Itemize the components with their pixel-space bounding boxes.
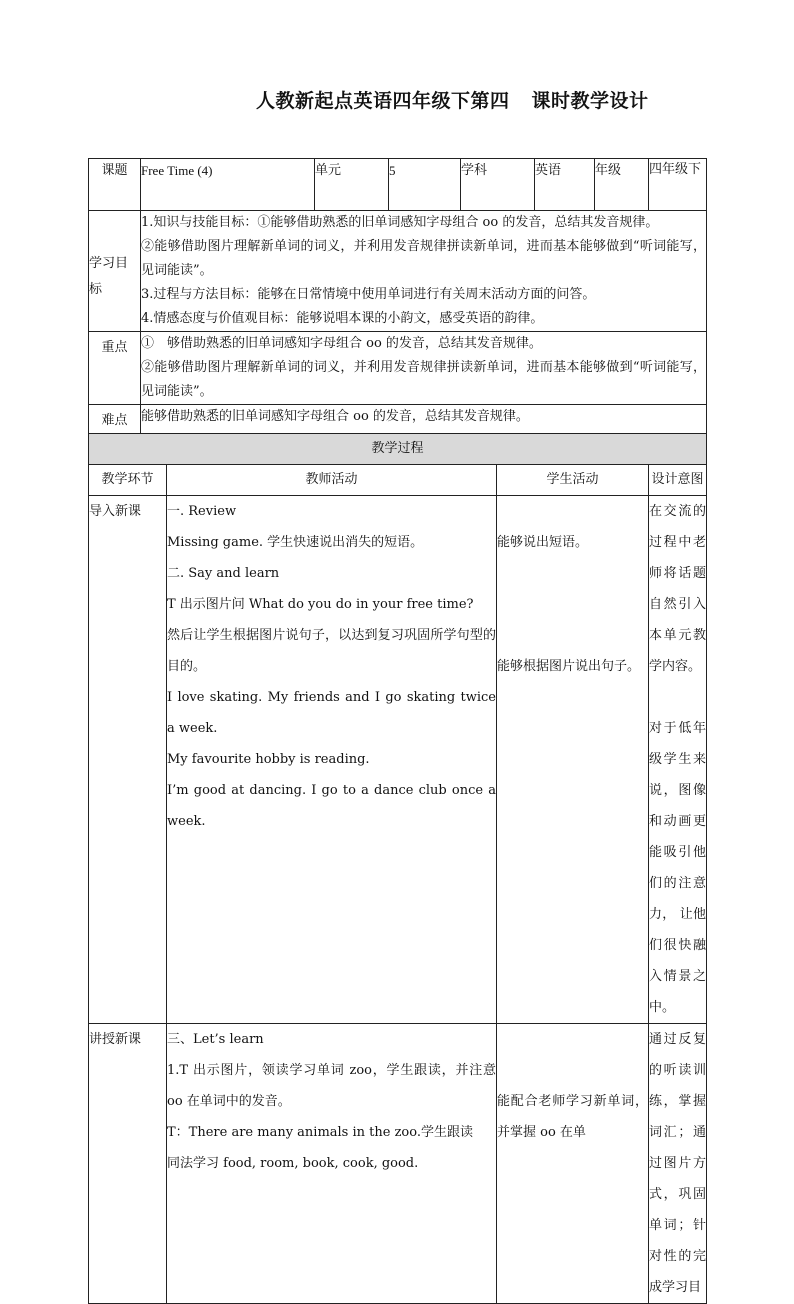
teacher-line: I’m good at dancing. I go to a dance club once a week. (167, 783, 496, 829)
title-part2: 课时教学设计 (531, 90, 649, 112)
process-row-teach (89, 1024, 707, 1304)
intent-cell (649, 1024, 707, 1304)
keypoints-label: 重点 (89, 332, 141, 405)
goal-line: ②能够借助图片理解新单词的词义，并利用发音规律拼读新单词，进而基本能够做到“听词能写，见词能读”。 (141, 239, 707, 278)
student-line: 能够根据图片说出句子。 (497, 659, 641, 674)
student-line: 能配合老师学习新单词，并掌握 oo 在单 (497, 1094, 649, 1140)
stage-cell: 导入新课 (89, 496, 167, 1024)
teacher-line: Missing game. 学生快速说出消失的短语。 (167, 535, 424, 550)
header-intent: 设计意图 (649, 465, 707, 496)
process-band: 教学过程 (89, 434, 707, 465)
difficulty-label: 难点 (89, 405, 141, 434)
header-stage: 教学环节 (89, 465, 167, 496)
page-title (256, 86, 649, 113)
teacher-line: 三、Let’s learn (167, 1032, 264, 1047)
goals-label: 学习目标 (89, 211, 141, 332)
teacher-line: 一. Review (167, 504, 237, 519)
info-row (89, 159, 707, 211)
keypoint-line: ① 够借助熟悉的旧单词感知字母组合 oo 的发音，总结其发音规律。 (141, 336, 542, 351)
stage-cell: 讲授新课 (89, 1024, 167, 1304)
unit-value: 5 (389, 159, 461, 211)
unit-label: 单元 (315, 159, 389, 211)
teacher-activity-cell (167, 1024, 497, 1304)
goal-line: 4.情感态度与价值观目标：能够说唱本课的小韵文，感受英语的韵律。 (141, 311, 544, 326)
subject-label: 学科 (461, 159, 535, 211)
goals-content (141, 211, 707, 332)
difficulty-row (89, 405, 707, 434)
subject-value: 英语 (535, 159, 595, 211)
header-teacher: 教师活动 (167, 465, 497, 496)
process-band-row (89, 434, 707, 465)
grade-value: 四年级下 (649, 159, 707, 211)
teacher-line: 然后让学生根据图片说句子，以达到复习巩固所学句型的目的。 (167, 628, 496, 674)
grade-label: 年级 (595, 159, 649, 211)
lesson-plan-table (88, 158, 707, 1304)
teacher-line: My favourite hobby is reading. (167, 752, 370, 767)
teacher-line: 同法学习 food, room, book, cook, good. (167, 1156, 419, 1171)
course-value: Free Time (4) (141, 159, 315, 211)
keypoints-content (141, 332, 707, 405)
student-line: 能够说出短语。 (497, 535, 589, 550)
teacher-activity-cell (167, 496, 497, 1024)
process-header-row (89, 465, 707, 496)
course-label: 课题 (89, 159, 141, 211)
intent-line: 在交流的过程中老师将话题自然引入本单元教学内容。 (649, 504, 707, 674)
difficulty-content: 能够借助熟悉的旧单词感知字母组合 oo 的发音，总结其发音规律。 (141, 405, 707, 434)
intent-cell (649, 496, 707, 1024)
goal-line: 3.过程与方法目标：能够在日常情境中使用单词进行有关周末活动方面的问答。 (141, 287, 596, 302)
teacher-line: T：There are many animals in the zoo.学生跟读 (167, 1125, 473, 1140)
keypoint-line: ②能够借助图片理解新单词的词义，并利用发音规律拼读新单词，进而基本能够做到“听词能写，见词能读”。 (141, 360, 707, 399)
process-row-intro (89, 496, 707, 1024)
intent-line: 通过反复的听读训练，掌握词汇；通过图片方式，巩固单词；针对性的完成学习目 (649, 1032, 707, 1295)
title-part1: 人教新起点英语四年级下第四 (256, 90, 510, 112)
goal-line: 1.知识与技能目标：①能够借助熟悉的旧单词感知字母组合 oo 的发音，总结其发音规律。 (141, 215, 659, 230)
intent-line: 对于低年级学生来说，图像和动画更能吸引他们的注意力， 让他们很快融入情景之中。 (649, 721, 707, 1015)
student-activity-cell (497, 496, 649, 1024)
teacher-line: T 出示图片问 What do you do in your free time? (167, 597, 474, 612)
goals-row (89, 211, 707, 332)
keypoints-row (89, 332, 707, 405)
teacher-line: 1.T 出示图片，领读学习单词 zoo，学生跟读，并注意 oo 在单词中的发音。 (167, 1063, 496, 1109)
teacher-line: 二. Say and learn (167, 566, 280, 581)
teacher-line: I love skating. My friends and I go skating twice a week. (167, 690, 496, 736)
student-activity-cell (497, 1024, 649, 1304)
header-student: 学生活动 (497, 465, 649, 496)
